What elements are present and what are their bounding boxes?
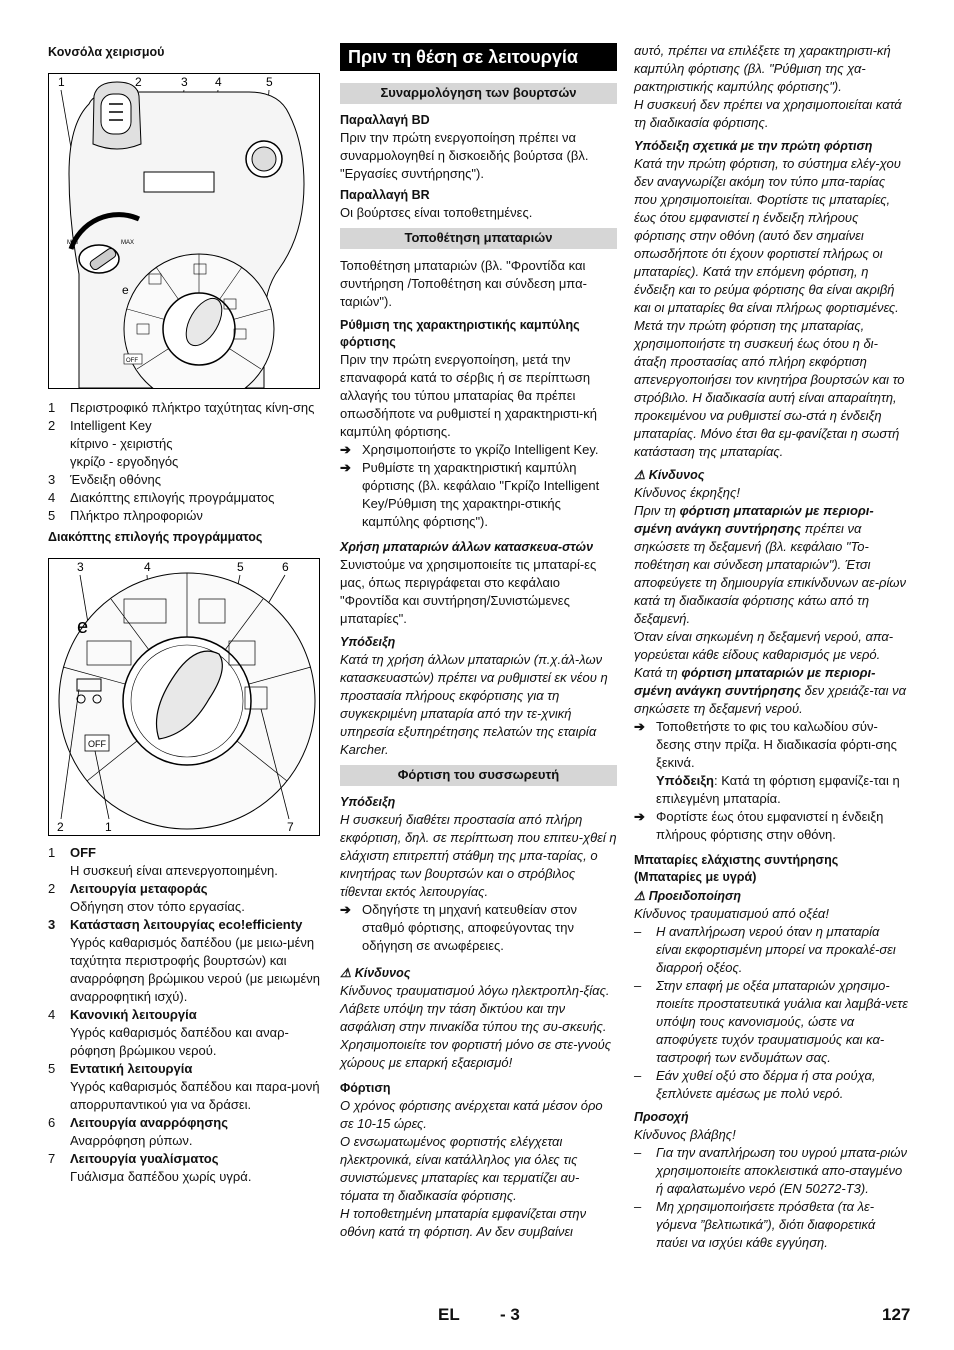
step-item: ➔ Οδηγήστε τη μηχανή κατευθείαν στον σταθμό φόρτισης, αποφεύγοντας την οδήγηση σε ανωφέρειες. xyxy=(340,902,578,953)
min-label: MIN xyxy=(67,240,78,246)
legend-item: κίτρινο - χειριστής xyxy=(70,436,173,451)
danger-subtitle: Κίνδυνος έκρηξης! xyxy=(634,485,740,500)
callout-4: 4 xyxy=(144,560,151,574)
other-batteries-heading: Χρήση μπαταριών άλλων κατασκευα-στών xyxy=(340,540,594,554)
column-left xyxy=(48,40,320,1186)
subsection-batteries: Τοποθέτηση μπαταριών xyxy=(340,228,617,249)
step-item: ➔ Φορτίστε έως ότου εμφανιστεί η ένδειξη πλήρους φόρτισης στην οθόνη. xyxy=(634,809,884,842)
legend-desc: Αναρρόφηση ρύπων. xyxy=(70,1133,193,1148)
console-legend xyxy=(48,399,320,525)
max-label: MAX xyxy=(121,240,135,246)
legend-desc: Γυάλισμα δαπέδου χωρίς υγρά. xyxy=(70,1169,252,1184)
step-note: Υπόδειξη: Κατά τη φόρτιση εμφανίζε-ται η επιλεγμένη μπαταρία. xyxy=(656,773,900,806)
column-right xyxy=(634,42,908,1252)
note-label: Υπόδειξη xyxy=(340,635,396,649)
legend-desc: Υγρός καθαρισμός δαπέδου και αναρ-ρόφηση βρώμικου νερού. xyxy=(70,1025,289,1058)
arrow-icon: ➔ xyxy=(634,719,645,734)
continued-text-2: Η συσκευή δεν πρέπει να χρησιμοποιείται κατά τη διαδικασία φόρτισης. xyxy=(634,97,902,130)
charge-heading: Φόρτιση xyxy=(340,1081,391,1095)
callout-2: 2 xyxy=(57,820,64,834)
legend-item: 2 Intelligent Key xyxy=(48,418,152,433)
variant-br-heading: Παραλλαγή BR xyxy=(340,188,430,202)
selector-heading: Διακόπτης επιλογής προγράμματος xyxy=(48,530,263,544)
arrow-icon: ➔ xyxy=(340,460,351,475)
legend-desc: Η συσκευή είναι απενεργοποιημένη. xyxy=(70,863,278,878)
low-maintenance-heading: Μπαταρίες ελάχιστης συντήρησης (Μπαταρίες με υγρά) xyxy=(634,853,839,884)
danger-text-2: Χρησιμοποιείτε τον φορτιστή μόνο σε στε-γνούς χώρους με επαρκή εξαερισμό! xyxy=(340,1037,612,1070)
warning-item: – Στην επαφή με οξέα μπαταριών χρησιμο-ποιείτε προστατευτικά γυάλια και λαμβά-νετε υπόψη τους κανονισμούς, ώστε να αποφύγετε τυχόν τραυματισμούς και κα-ταστροφή των ενδυμάτων σας. xyxy=(634,978,908,1065)
caution-heading: Προσοχή xyxy=(634,1110,689,1124)
selector-illustration xyxy=(49,559,319,835)
callout-1: 1 xyxy=(105,820,112,834)
warning-icon: ⚠ xyxy=(634,889,646,903)
warning-icon: ⚠ xyxy=(340,966,352,980)
danger-text-3: Κατά τη φόρτιση μπαταριών με περιορι-σμένη ανάγκη συντήρησης δεν χρειάζε-ται να σηκώσετε τη δεξαμενή νερού. xyxy=(634,665,907,716)
legend-item: 5 Πλήκτρο πληροφοριών xyxy=(48,508,203,523)
legend-item: 4 Κανονική λειτουργία xyxy=(48,1007,197,1022)
off-mark: OFF xyxy=(126,358,138,364)
callout-5: 5 xyxy=(266,75,273,89)
eco-mark: e xyxy=(122,283,129,297)
arrow-icon: ➔ xyxy=(634,809,645,824)
charging-note: Η συσκευή διαθέτει προστασία από πλήρη εκφόρτιση, δηλ. σε περίπτωση που επιτευ-χθεί η ελάχιστη επιτρεπτή στάθμη της μπα-ταρίας, ο κινητήρας των βουρτσών και ο στρόβιλος τίθενται εκτός λειτουργίας. xyxy=(340,812,617,899)
variant-bd-text: Πριν την πρώτη ενεργοποίηση πρέπει να συναρμολογηθεί η δισκοειδής βούρτσα (βλ. "Εργασίες συντήρησης"). xyxy=(340,130,589,181)
other-batteries-text: Συνιστούμε να χρησιμοποιείτε τις μπαταρί-ες μας, όπως περιγράφεται στο κεφάλαιο "Φροντίδα και συντήρηση/Συνιστώμενες μπαταρίες". xyxy=(340,557,597,626)
step-item: ➔ Ρυθμίστε τη χαρακτηριστική καμπύλη φόρτισης (βλ. κεφάλαιο "Γκρίζο Intelligent Key/Ρύθμιση της χαρακτηρι-στικής καμπύλης φόρτισης"). xyxy=(340,460,600,529)
legend-item: 1 Περιστροφικό πλήκτρο ταχύτητας κίνη-σης xyxy=(48,400,315,415)
legend-item: 1 OFF xyxy=(48,845,96,860)
curve-heading: Ρύθμιση της χαρακτηριστικής καμπύλης φόρτισης xyxy=(340,318,580,349)
warning-item: – Εάν χυθεί οξύ στο δέρμα ή στα ρούχα, ξεπλύνετε αμέσως με πολύ νερό. xyxy=(634,1068,876,1101)
danger-heading: ⚠ Κίνδυνος xyxy=(634,468,705,482)
callout-3: 3 xyxy=(77,560,84,574)
callout-3: 3 xyxy=(181,75,188,89)
note-label: Υπόδειξη xyxy=(340,795,396,809)
variant-bd-heading: Παραλλαγή BD xyxy=(340,113,430,127)
dash-icon: – xyxy=(634,924,642,939)
footer-local-page: - 3 xyxy=(500,1305,520,1324)
legend-item: 3 Ένδειξη οθόνης xyxy=(48,472,161,487)
dash-icon: – xyxy=(634,1199,642,1214)
console-figure xyxy=(48,73,320,389)
callout-4: 4 xyxy=(215,75,222,89)
dash-icon: – xyxy=(634,978,642,993)
danger-text-1: Πριν τη φόρτιση μπαταριών με περιορι-σμένη ανάγκη συντήρησης πρέπει να σηκώσετε τη δεξαμενή (βλ. κεφάλαιο "Το-ποθέτηση και σύνδεση μπαταριών"). Έτσι αποφεύγετε τη δημιουργία επικίνδυνων αε-ρίων κατά τη διαδικασία φόρτισης κάτω από τη δεξαμενή. xyxy=(634,503,907,626)
callout-5: 5 xyxy=(237,560,244,574)
selector-figure xyxy=(48,558,320,836)
continued-text-1: αυτό, πρέπει να επιλέξετε τη χαρακτηριστι-κή καμπύλη φόρτισης (βλ. "Ρύθμιση της χα-ρακτηριστικής καμπύλης φόρτισης"). xyxy=(634,43,891,94)
off-mark: OFF xyxy=(88,739,106,749)
callout-2: 2 xyxy=(135,75,142,89)
callout-6: 6 xyxy=(282,560,289,574)
warning-subtitle: Κίνδυνος τραυματισμού από οξέα! xyxy=(634,906,829,921)
legend-item: 5 Εντατική λειτουργία xyxy=(48,1061,193,1076)
arrow-icon: ➔ xyxy=(340,442,351,457)
console-heading: Κονσόλα χειρισμού xyxy=(48,45,165,59)
legend-desc: Υγρός καθαρισμός δαπέδου (με μειω-μένη ταχύτητα περιστροφής βουρτσών) και αναρρόφηση βρώμικου νερού (με μειωμένη αναρροφητική ισχύ). xyxy=(70,935,320,1004)
charge-text-3: Η τοποθετημένη μπαταρία εμφανίζεται στην οθόνη κατά τη φόρτιση. Αν δεν συμβαίνει xyxy=(340,1206,587,1239)
danger-heading: ⚠ Κίνδυνος xyxy=(340,966,411,980)
subsection-charging: Φόρτιση του συσσωρευτή xyxy=(340,765,617,786)
dash-icon: – xyxy=(634,1145,642,1160)
step-item: ➔ Χρησιμοποιήστε το γκρίζο Intelligent Key. xyxy=(340,442,599,457)
legend-item: 3 Κατάσταση λειτουργίας eco!efficienty xyxy=(48,917,303,932)
eco-mark: e xyxy=(77,616,89,638)
legend-desc: Οδήγηση στον τόπο εργασίας. xyxy=(70,899,245,914)
dash-icon: – xyxy=(634,1068,642,1083)
selector-legend xyxy=(48,844,320,1186)
arrow-icon: ➔ xyxy=(340,902,351,917)
charge-text-2: Ο ενσωματωμένος φορτιστής ελέγχεται ηλεκτρονικά, είναι κατάλληλος για όλες τις συνιστώμενες μπαταρίες και τερματίζει αυ-τόματα τη διαδικασία φόρτισης. xyxy=(340,1134,580,1203)
legend-item: 2 Λειτουργία μεταφοράς xyxy=(48,881,208,896)
other-batteries-note: Κατά τη χρήση άλλων μπαταριών (π.χ.άλ-λων κατασκευαστών) πρέπει να ρυθμιστεί εκ νέου η προστασία πλήρους εκφόρτισης για τη συγκεκριμένη μπαταρία από την τε-χνική υπηρεσία εξυπηρέτησης πελατών της εταιρία Karcher. xyxy=(340,652,608,757)
batteries-text: Τοποθέτηση μπαταριών (βλ. "Φροντίδα και συντήρηση /Τοποθέτηση και σύνδεση μπα-ταριών"). xyxy=(340,258,587,309)
first-charge-text-2: Μετά την πρώτη φόρτιση της μπαταρίας, χρησιμοποιήστε τη συσκευή έως ότου η δι-άταξη προστασίας από πλήρη εκφόρτιση απενεργοποιήσει τον κινητήρα βουρτσών και το στρόβιλο. Η διαδικασία αυτή είναι απαραίτητη, προκειμένου να ρυθμιστεί σω-στά η ένδειξη μπαταρίας. Μόνο έτσι θα εμ-φανίζεται η σωστή κατάσταση της μπαταρίας. xyxy=(634,318,905,459)
warning-heading: ⚠ Προειδοποίηση xyxy=(634,889,741,903)
first-charge-text-1: Κατά την πρώτη φόρτιση, το σύστημα ελέγ-χου δεν αναγνωρίζει ακόμη τον τύπο μπα-ταρίας που χρησιμοποιείται. Φορτίστε τις μπαταρίες, έως ότου εμφανιστεί η ένδειξη πλήρους φόρτισης στην οθόνη (αυτό δεν σημαίνει οπωσδήποτε ότι έχουν φορτιστεί πλήρως οι μπαταρίες). Κατά την επόμενη φόρτιση, η ένδειξη και το ρεύμα φόρτισης θα είναι ακριβή και οι μπαταρίες θα είναι πλήρως φορτισμένες. xyxy=(634,156,901,315)
warning-item: – Η αναπλήρωση νερού όταν η μπαταρία είναι εκφορτισμένη μπορεί να προκαλέ-σει διαρροή οξέος. xyxy=(634,924,896,975)
variant-br-text: Οι βούρτσες είναι τοποθετημένες. xyxy=(340,205,533,220)
danger-text: Κίνδυνος τραυματισμού λόγω ηλεκτροπλη-ξίας. Λάβετε υπόψη την τάση δικτύου και την ασφάλιση στην πινακίδα τύπου της συ-σκευής. xyxy=(340,983,610,1034)
caution-item: – Μη χρησιμοποιήσετε πρόσθετα (τα λε-γόμενα ”βελτιωτικά”), διότι διαφορετικά παύει να ισχύει κάθε εγγύηση. xyxy=(634,1199,876,1250)
caution-subtitle: Κίνδυνος βλάβης! xyxy=(634,1127,736,1142)
first-charge-heading: Υπόδειξη σχετικά με την πρώτη φόρτιση xyxy=(634,139,873,153)
subsection-brushes: Συναρμολόγηση των βουρτσών xyxy=(340,83,617,104)
callout-1: 1 xyxy=(58,75,65,89)
footer-language: EL xyxy=(438,1305,460,1324)
charge-text-1: Ο χρόνος φόρτισης ανέρχεται κατά μέσον όρο σε 10-15 ώρες. xyxy=(340,1098,603,1131)
caution-item: – Για την αναπλήρωση του υγρού μπατα-ριών χρησιμοποιείτε αποκλειστικά απο-σταγμένο ή αφαλατωμένο νερό (EN 50272-T3). xyxy=(634,1145,907,1196)
callout-7: 7 xyxy=(287,820,294,834)
curve-text: Πριν την πρώτη ενεργοποίηση, μετά την επαναφορά κατά το σέρβις ή σε περίπτωση αλλαγής του τύπου μπαταρίας θα πρέπει οπωσδήποτε να ρυθμιστεί η χαρακτηριστι-κή καμπύλη φόρτισης. xyxy=(340,352,598,439)
column-middle xyxy=(340,40,617,1241)
section-title: Πριν τη θέση σε λειτουργία xyxy=(340,43,617,71)
legend-item: γκρίζο - εργοδηγός xyxy=(70,454,179,469)
legend-desc: Υγρός καθαρισμός δαπέδου και παρα-μονή απορρυπαντικού για να δράσει. xyxy=(70,1079,320,1112)
warning-icon: ⚠ xyxy=(634,468,646,482)
legend-item: 6 Λειτουργία αναρρόφησης xyxy=(48,1115,228,1130)
legend-item: 4 Διακόπτης επιλογής προγράμματος xyxy=(48,490,275,505)
console-illustration xyxy=(49,74,319,388)
legend-item: 7 Λειτουργία γυαλίσματος xyxy=(48,1151,219,1166)
footer-page-number: 127 xyxy=(882,1305,911,1324)
step-item: ➔ Τοποθετήστε το φις του καλωδίου σύν-δεσης στην πρίζα. Η διαδικασία φόρτι-σης ξεκινά. xyxy=(634,719,897,770)
danger-text-2: Όταν είναι σηκωμένη η δεξαμενή νερού, απα-γορεύεται κάθε είδους καθαρισμός με νερό. xyxy=(634,629,894,662)
